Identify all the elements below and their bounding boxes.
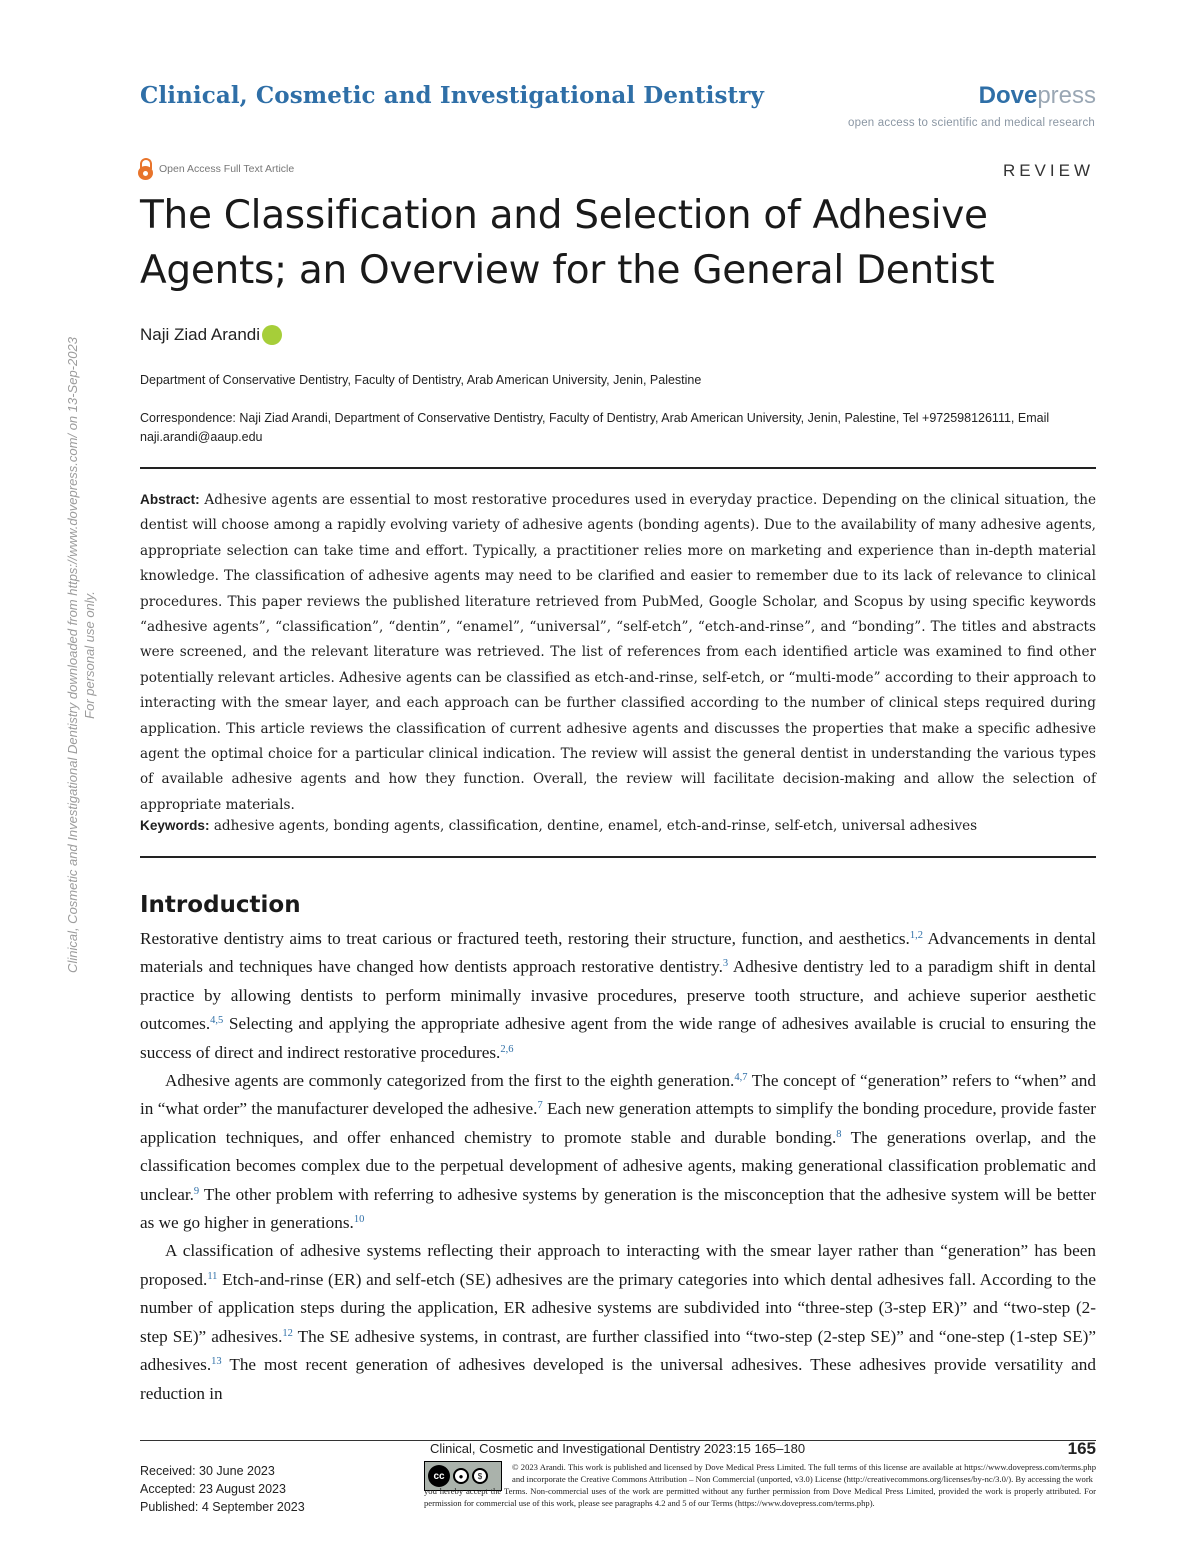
published-date: Published: 4 September 2023 <box>140 1500 305 1514</box>
article-type: REVIEW <box>1002 161 1094 180</box>
abstract-text: Adhesive agents are essential to most restorative procedures used in everyday practice. Depending on the clinical situation, the dentist will choose among a rapidly evolving variety of adhesive agents (bonding agents). Due to the availability of many adhesive agents, appropriate selection can take time and effort. Typically, a practitioner relies more on marketing and experience than in-depth material knowledge. The classification of adhesive agents may need to be clarified and easier to remember due to its lack of relevance to clinical procedures. This paper reviews the published literature retrieved from PubMed, Google Scholar, and Scopus by using specific keywords “adhesive agents”, “classification”, “dentin”, “enamel”, “universal”, “self-etch”, “etch-and-rinse”, and “bonding”. The titles and abstracts were screened, and the relevant literature was retrieved. The list of references from each identified article was examined to find other potentially relevant articles. Adhesive agents can be classified as etch-and-rinse, self-etch, or “multi-mode” according to their approach to interacting with the smear layer, and each approach can be further classified according to the number of clinical steps required during application. This article reviews the classification of current adhesive agents and discusses the properties that make a specific adhesive agent the optimal choice for a particular clinical indication. The review will assist the general dentist in understanding the various types of available adhesive agents and how they function. Overall, the review will facilitate decision-making and allow the selection of appropriate materials. <box>140 492 1097 813</box>
citation-ref[interactable]: 4,7 <box>734 1072 748 1084</box>
abstract-bottom-rule <box>140 856 1096 858</box>
author-line <box>140 325 282 345</box>
citation-ref[interactable]: 4,5 <box>210 1015 224 1027</box>
download-watermark <box>64 290 98 1020</box>
cc-nc-icon: $ <box>472 1468 488 1484</box>
received-date: Received: 30 June 2023 <box>140 1464 275 1478</box>
open-access-lock-icon <box>138 158 153 180</box>
citation-ref[interactable]: 7 <box>537 1100 543 1112</box>
introduction-body <box>140 925 1096 1408</box>
license-text-bottom: you hereby accept the Terms. Non-commercial uses of the work are permitted without any further permission from Dove Medical Press Limited, provided the work is properly attributed. For permission for commercial use of this work, please see paragraphs 4.2 and 5 of our Terms (https://www.dovepress.com/terms.php). <box>424 1486 1096 1509</box>
keywords <box>140 818 1096 834</box>
brand-press: press <box>1037 82 1096 109</box>
citation-ref[interactable]: 9 <box>193 1185 200 1197</box>
correspondence: Correspondence: Naji Ziad Arandi, Department of Conservative Dentistry, Faculty of Dentistry, Arab American University, Jenin, Palestine, Tel +972598126111, Email naji.arandi@aaup.edu <box>140 411 1050 444</box>
watermark-line-2: For personal use only. <box>82 591 97 719</box>
brand-dove: Dove <box>978 82 1038 109</box>
article-title: The Classification and Selection of Adhesive Agents; an Overview for the General Dentist <box>140 193 995 293</box>
brand-tagline: open access to scientific and medical research <box>848 117 1095 129</box>
footer-citation[interactable]: Clinical, Cosmetic and Investigational Dentistry 2023:15 165–180 <box>430 1441 806 1456</box>
paragraph-3: A classification of adhesive systems reflecting their approach to interacting with the smear layer rather than “generation” has been proposed.$^{11}$ Etch-and-rinse (ER) and self-etch (SE) adhesives are the primary categories into which dental adhesives fall. According to the number of application steps during the application, ER adhesive systems are subdivided into “three-step (3-step ER)” and “two-step (2-step SE)” adhesives.$^{12}$ The SE adhesive systems, in contrast, are further classified into “two-step (2-step SE)” and “one-step (1-step SE)” adhesives.$^{13}$ The most recent generation of adhesives developed is the universal adhesives. These adhesives provide versatility and reduction in <box>140 1241 1096 1403</box>
page-number: 165 <box>1067 1439 1096 1458</box>
publisher-logo[interactable] <box>979 82 1096 110</box>
journal-title[interactable]: Clinical, Cosmetic and Investigational Dentistry <box>140 82 764 109</box>
affiliation: Department of Conservative Dentistry, Faculty of Dentistry, Arab American University, Jenin, Palestine <box>140 373 702 387</box>
keywords-text: adhesive agents, bonding agents, classification, dentine, enamel, etch-and-rinse, self-etch, universal adhesives <box>213 818 978 834</box>
paragraph-2: Adhesive agents are commonly categorized from the first to the eighth generation.$^{4,7}$ The concept of “generation” refers to “when” and in “what order” the manufacturer developed the adhesive.$^7$ Each new generation attempts to simplify the bonding procedure, provide faster application techniques, and offer enhanced chemistry to promote stable and durable bonding.$^8$ The generations overlap, and the classification becomes complex due to the perpetual development of adhesive agents, making generational classification problematic and unclear.$^9$ The other problem with referring to adhesive systems by generation is the misconception that the adhesive system will be better as we go higher in generations.$^{10}$ <box>140 1071 1096 1233</box>
citation-ref[interactable]: 12 <box>282 1327 293 1339</box>
citation-ref[interactable]: 3 <box>722 958 729 970</box>
orcid-icon[interactable] <box>262 325 282 345</box>
license-text-top: © 2023 Arandi. This work is published and licensed by Dove Medical Press Limited. The full terms of this license are available at https://www.dovepress.com/terms.php and incorporate the Creative Commons Attribution – Non Commercial (unported, v3.0) License (http://creativecommons.org/licenses/by-nc/3.0/). By accessing the work <box>512 1462 1096 1485</box>
publication-dates <box>140 1462 305 1516</box>
author-name[interactable]: Naji Ziad Arandi <box>140 325 261 344</box>
abstract-top-rule <box>140 467 1096 469</box>
open-access-badge <box>138 158 294 180</box>
citation-ref[interactable]: 1,2 <box>909 930 923 941</box>
cc-icon: cc <box>428 1465 450 1487</box>
citation-ref[interactable]: 10 <box>353 1214 365 1226</box>
section-heading-introduction: Introduction <box>140 892 301 918</box>
abstract-label: Abstract: <box>140 492 200 507</box>
paragraph-1: Restorative dentistry aims to treat carious or fractured teeth, restoring their structure, function, and aesthetics.$^{1,2}$ Advancements in dental materials and techniques have changed how dentists approach restorative dentistry.$^3$ Adhesive dentistry led to a paradigm shift in dental practice by allowing dentists to perform minimally invasive procedures, preserve tooth structure, and achieve superior aesthetic outcomes.$^{4,5}$ Selecting and applying the appropriate adhesive agent from the wide range of adhesives available is crucial to ensuring the success of direct and indirect restorative procedures.$^{2,6}$ <box>140 929 1097 1062</box>
abstract <box>140 487 1096 818</box>
citation-ref[interactable]: 8 <box>836 1128 842 1140</box>
accepted-date: Accepted: 23 August 2023 <box>140 1482 286 1496</box>
keywords-label: Keywords: <box>140 818 210 833</box>
citation-ref[interactable]: 2,6 <box>500 1043 514 1055</box>
citation-ref[interactable]: 11 <box>207 1270 218 1282</box>
citation-ref[interactable]: 13 <box>211 1356 222 1368</box>
watermark-line-1: Clinical, Cosmetic and Investigational Dentistry downloaded from https://www.dovepress.com/ on 13-Sep-2023 <box>65 337 80 973</box>
open-access-label: Open Access Full Text Article <box>159 163 295 175</box>
cc-by-icon: ● <box>453 1468 469 1484</box>
